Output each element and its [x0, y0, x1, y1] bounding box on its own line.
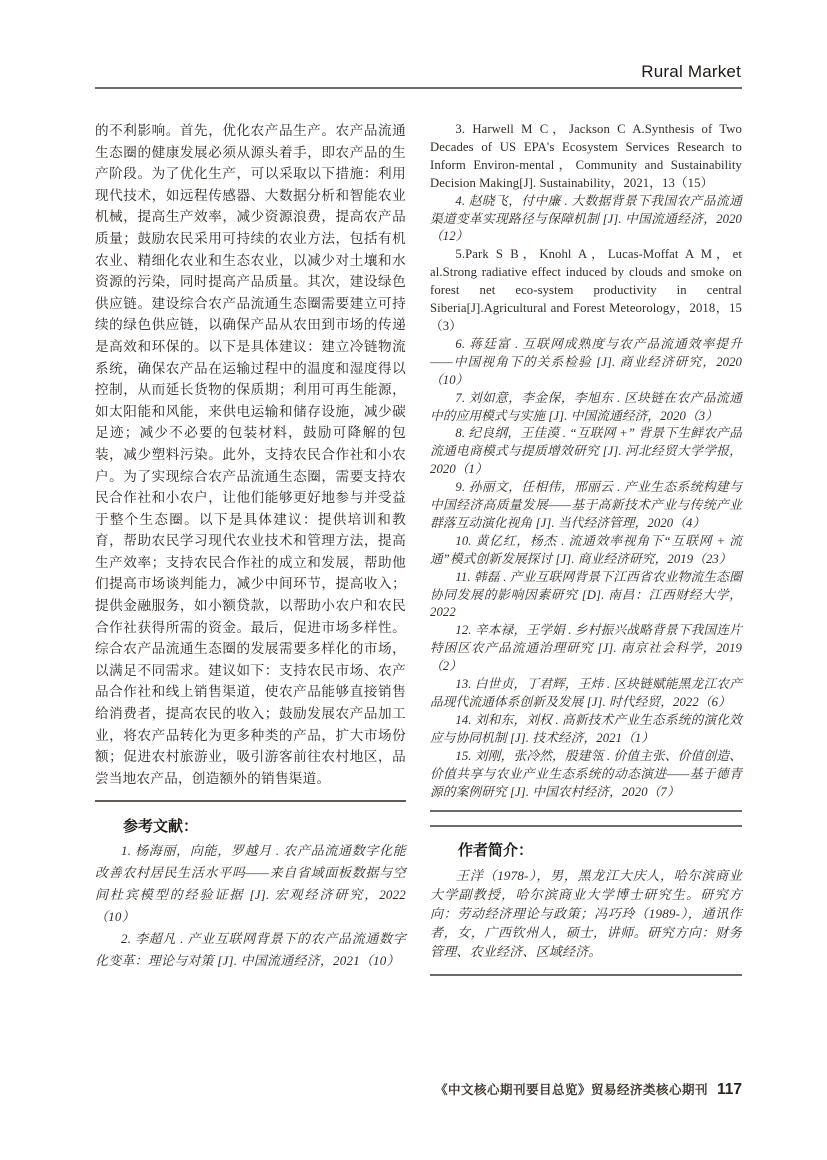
- author-bio: 王洋（1978-），男，黑龙江大庆人，哈尔滨商业大学副教授，哈尔滨商业大学博士研究生。研究方向：劳动经济理论与政策；冯巧玲（1989-），通讯作者，女，广西钦州人，硕士，讲师。研究方向：财务管理、农业经济、区域经济。: [430, 868, 742, 960]
- left-column: [95, 120, 406, 972]
- reference-item-14: 14. 刘和东，刘权 . 高新技术产业生态系统的演化效应与协同机制 [J]. 技术经济，2021（1）: [430, 712, 742, 745]
- reference-item-4: 4. 赵晓飞，付中廉 . 大数据背景下我国农产品流通渠道变革实现路径与保障机制 [J]. 中国流通经济，2020（12）: [430, 193, 742, 244]
- reference-item-13: 13. 白世贞，丁君辉，王炜 . 区块链赋能黑龙江农产品现代流通体系创新及发展 [J]. 时代经贸，2022（6）: [430, 677, 742, 709]
- references-divider: [95, 800, 406, 802]
- page-number: 117: [716, 1081, 742, 1098]
- page-footer: [435, 1080, 742, 1099]
- reference-item-9: 9. 孙丽文，任相伟，邢丽云 . 产业生态系统构建与中国经济高质量发展——基于高新技术产业与传统产业群落互动演化视角 [J]. 当代经济管理，2020（4）: [430, 480, 742, 530]
- reference-item-2: 2. 李超凡 . 产业互联网背景下的农产品流通数字化变革：理论与对策 [J]. 中国流通经济，2021（10）: [95, 931, 406, 969]
- author-section-heading: 作者简介：: [458, 842, 534, 860]
- reference-item-1: 1. 杨海丽，向能，罗越月 . 农产品流通数字化能改善农村居民生活水平吗——来自省域面板数据与空间杜宾模型的经验证据 [J]. 宏观经济研究，2022（10）: [95, 843, 406, 925]
- reference-item-12: 12. 辛本禄，王学娟 . 乡村振兴战略背景下我国连片特困区农产品流通治理研究 [J]. 南京社会科学，2019（2）: [430, 623, 742, 674]
- reference-item-11: 11. 韩磊 . 产业互联网背景下江西省农业物流生态圈协同发展的影响因素研究 [D]. 南昌：江西财经大学，2022: [430, 569, 742, 620]
- author-section-bottom-divider: [430, 974, 742, 976]
- journal-section-title: Rural Market: [641, 62, 741, 81]
- reference-item-5: 5.Park S B，Knohl A，Lucas-Moffat A M，et al.Strong radiative effect induced by clouds and smoke on forest net eco-system productivity in central Siberia[J].Agricultural and Forest Meteorology，2018，15（3）: [430, 247, 742, 333]
- reference-item-10: 10. 黄亿红，杨杰 . 流通效率视角下“互联网 + 流通”模式创新发展探讨 [J]. 商业经济研究，2019（23）: [430, 533, 742, 566]
- article-body-paragraph: 的不利影响。首先，优化农产品生产。农产品流通生态圈的健康发展必须从源头着手，即农产品的生产阶段。为了优化生产，可以采取以下措施：利用现代技术，如远程传感器、大数据分析和智能农业机械，提高生产效率，减少资源浪费，提高农产品质量；鼓励农民采用可持续的农业方法，包括有机农业、精细化农业和生态农业，以减少对土壤和水资源的污染，同时提高产品质量。其次，建设绿色供应链。建设综合农产品流通生态圈需要建立可持续的绿色供应链，以确保产品从农田到市场的传递是高效和环保的。以下是具体建议：建立冷链物流系统，确保农产品在运输过程中的温度和湿度得以控制，从而延长货物的保质期；利用可再生能源，如太阳能和风能，来供电运输和储存设施，减少碳足迹；减少不必要的包装材料，鼓励可降解的包装，减少塑料污染。此外，支持农民合作社和小农户。为了实现综合农产品流通生态圈，需要支持农民合作社和小农户，让他们能够更好地参与并受益于整个生态圈。以下是具体建议：提供培训和教育，帮助农民学习现代农业技术和管理方法，提高生产效率；支持农民合作社的成立和发展，帮助他们提高市场谈判能力，减少中间环节，提高收入；提供金融服务，如小额贷款，以帮助小农户和农民合作社获得所需的资金。最后，促进市场多样性。综合农产品流通生态圈的发展需要多样化的市场，以满足不同需求。建议如下：支持农民市场、农产品合作社和线上销售渠道，使农产品能够直接销售给消费者，提高农民的收入；鼓励发展农产品加工业，将农产品转化为更多种类的产品，扩大市场份额；促进农村旅游业，吸引游客前往农村地区，品尝当地农产品，创造额外的销售渠道。: [95, 123, 406, 786]
- references-heading: 参考文献：: [123, 818, 199, 836]
- reference-item-3: 3. Harwell M C，Jackson C A.Synthesis of Two Decades of US EPA's Ecosystem Services Research to Inform Environ-mental，Community and Sustainability Decision Making[J]. Sustainability，2021，13（15）: [430, 122, 742, 190]
- reference-item-8: 8. 纪良纲，王佳漠 . “互联网 +” 背景下生鲜农产品流通电商模式与提质增效研究 [J]. 河北经贸大学学报，2020（1）: [430, 426, 742, 477]
- author-section-top-divider: [430, 810, 742, 827]
- reference-item-6: 6. 蒋廷富 . 互联网成熟度与农产品流通效率提升——中国视角下的关系检验 [J]. 商业经济研究，2020（10）: [430, 336, 742, 387]
- right-column: [430, 121, 742, 976]
- reference-item-15: 15. 刘刚，张冷然，殷建瓴 . 价值主张、价值创造、价值共享与农业产业生态系统的动态演进——基于德青源的案例研究 [J]. 中国农村经济，2020（7）: [430, 748, 742, 799]
- footer-journal-note: 《中文核心期刊要目总览》贸易经济类核心期刊: [434, 1083, 708, 1097]
- reference-item-7: 7. 刘如意，李金保，李旭东 . 区块链在农产品流通中的应用模式与实施 [J]. 中国流通经济，2020（3）: [430, 390, 742, 423]
- header-divider: [95, 87, 742, 89]
